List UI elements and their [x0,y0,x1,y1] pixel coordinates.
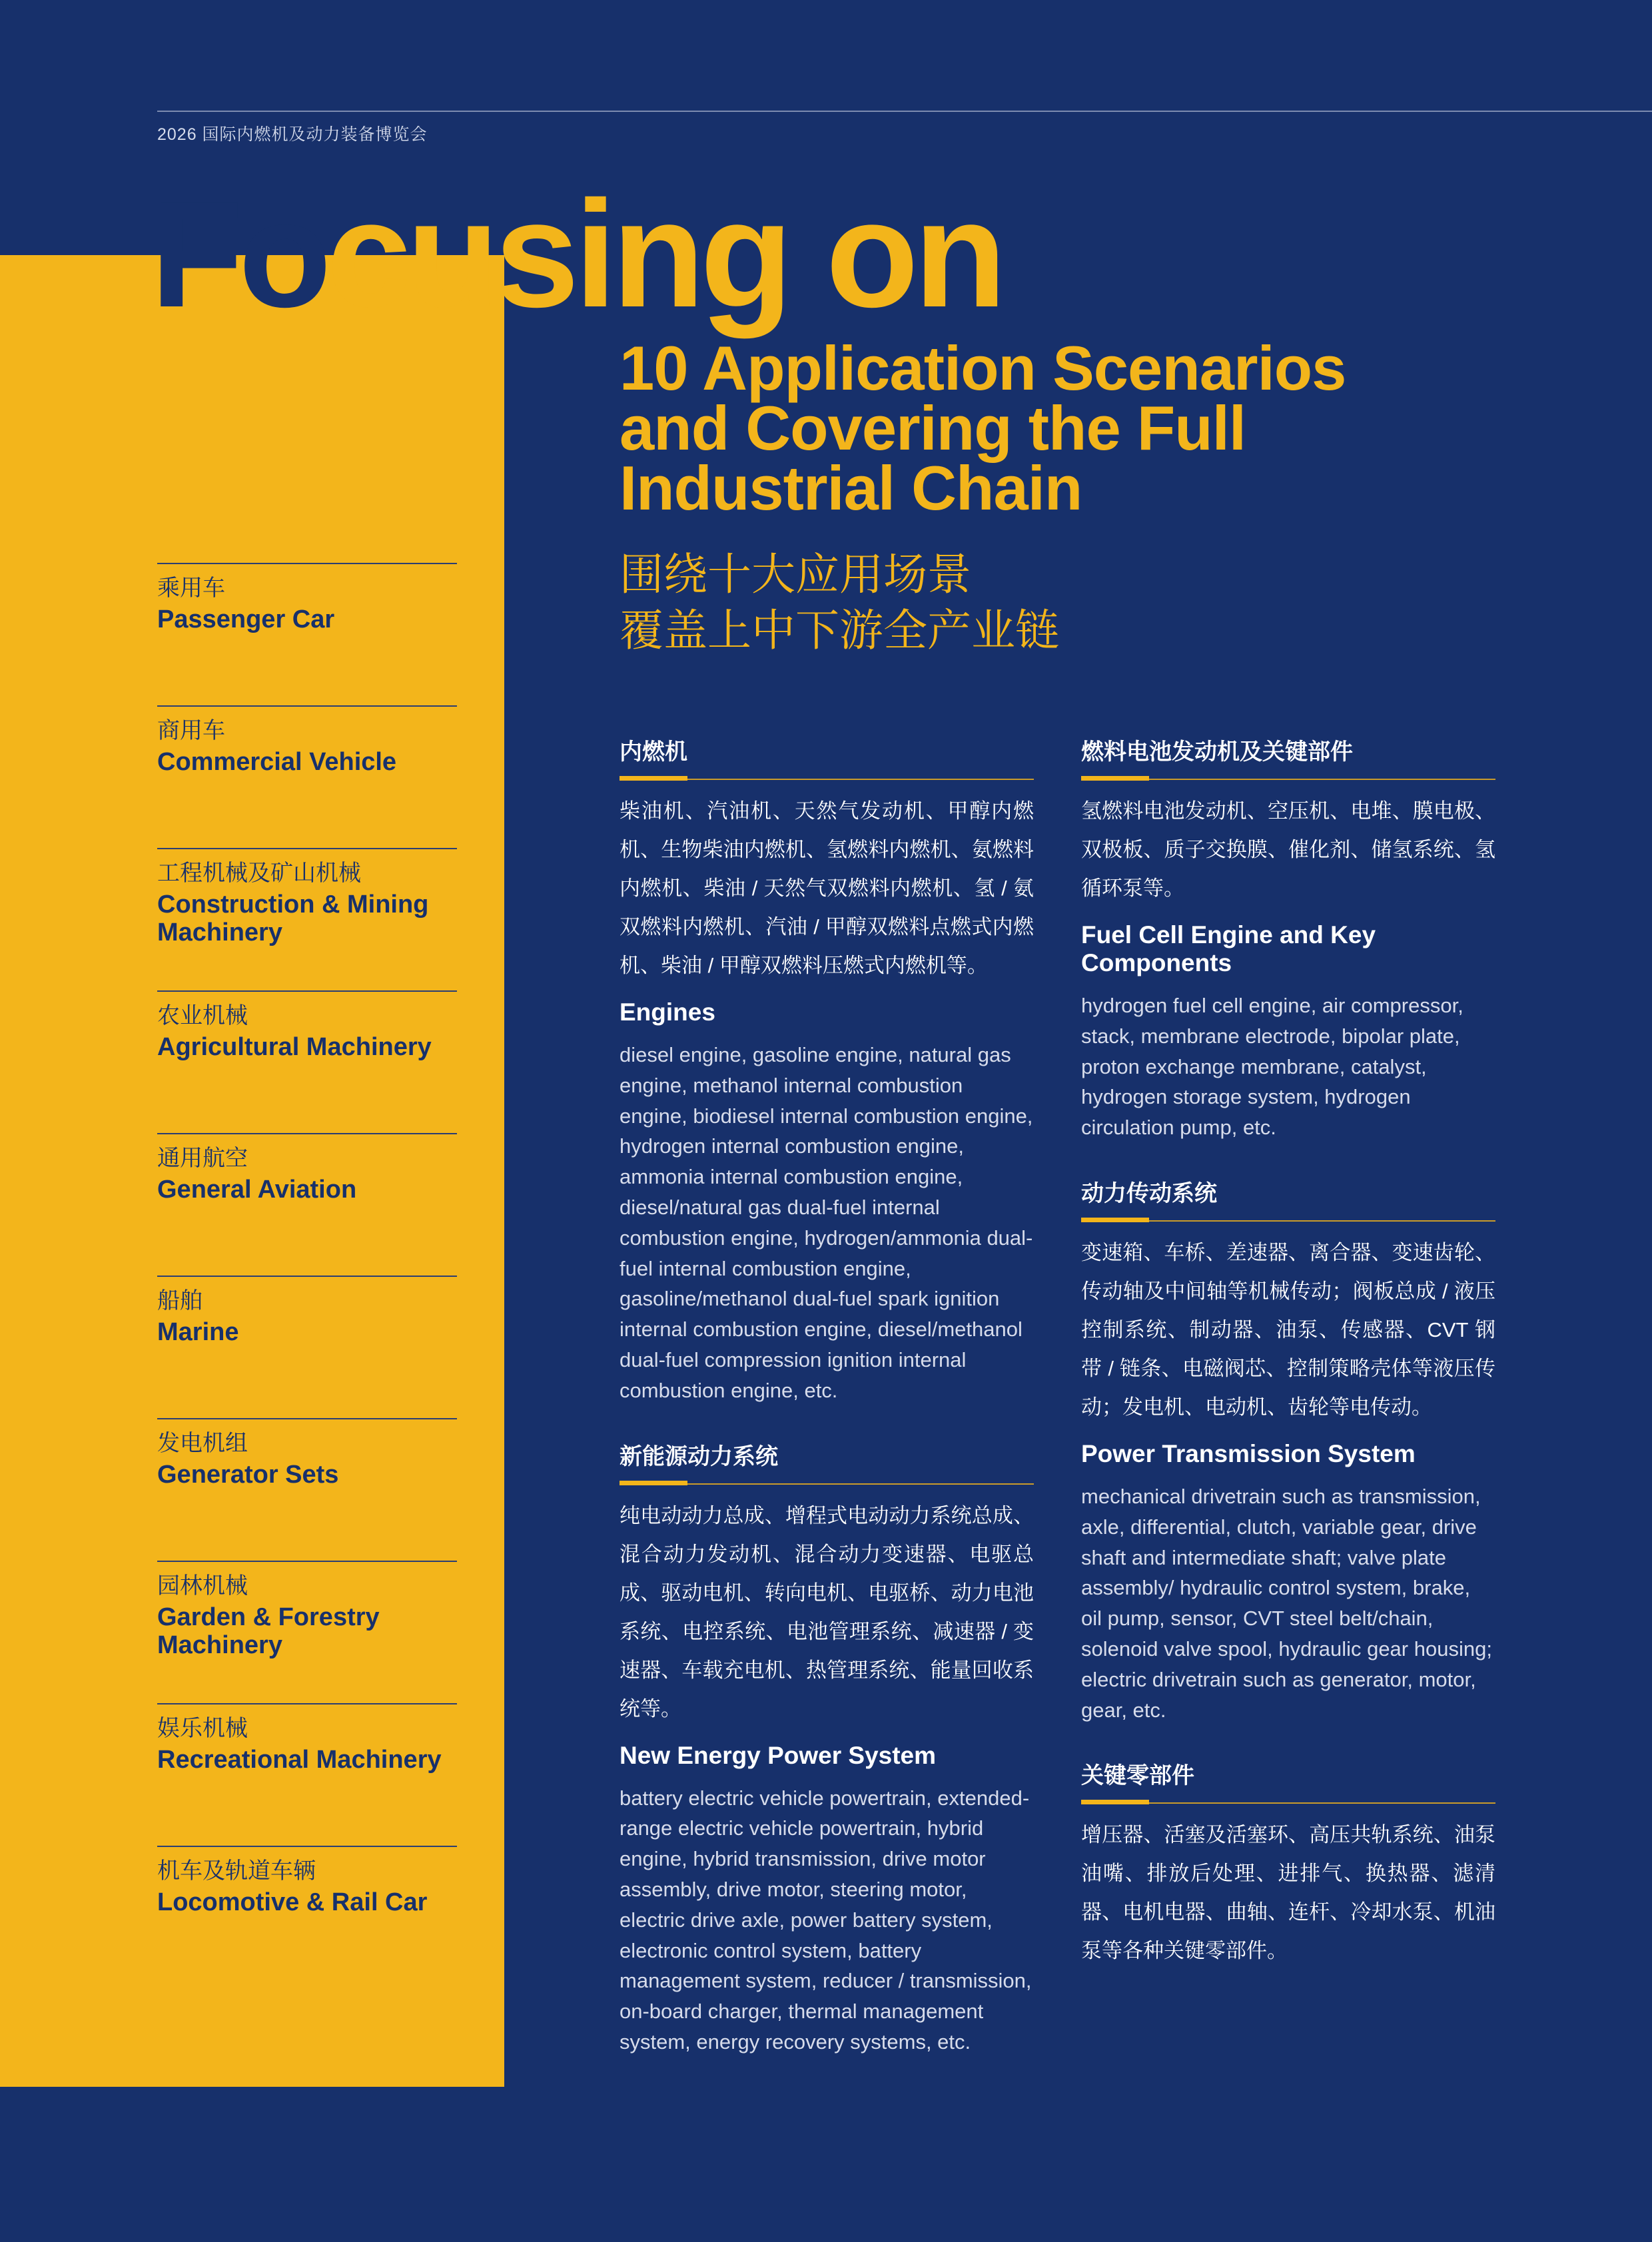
subtitle-line: and Covering the Full [620,393,1246,463]
section-cn-text: 氢燃料电池发动机、空压机、电堆、膜电极、双极板、质子交换膜、催化剂、储氢系统、氢循环泵等。 [1081,799,1495,900]
section-engines [620,736,1034,1406]
scenario-item [157,1276,457,1418]
subtitle-line: 10 Application Scenarios [620,333,1346,403]
scenario-en: Locomotive & Rail Car [157,1888,428,1916]
scenario-en: Marine [157,1318,239,1346]
scenario-cn: 农业机械 [157,1003,248,1028]
hero-cn-title [620,546,1059,658]
scenario-cn: 通用航空 [157,1146,248,1171]
scenario-en: Commercial Vehicle [157,748,397,776]
scenario-cn: 娱乐机械 [157,1716,248,1741]
scenario-cn: 园林机械 [157,1573,248,1599]
section-en-heading: Fuel Cell Engine and Key Components [1081,921,1376,976]
scenario-en: Passenger Car [157,605,335,633]
right-column [1081,736,1495,1970]
scenario-en: Agricultural Machinery [157,1033,432,1061]
event-name: 2026 国际内燃机及动力装备博览会 [157,125,428,144]
section-cn-text: 纯电动动力总成、增程式电动动力系统总成、混合动力发动机、混合动力变速器、电驱总成、驱动电机、转向电机、电驱桥、动力电池系统、电控系统、电池管理系统、减速器 / 变速器、车载充电机、热管理系统、能量回收系统等。 [620,1503,1034,1720]
scenario-item [157,1561,457,1703]
section-en-heading: New Energy Power System [620,1741,937,1769]
section-cn-text: 增压器、活塞及活塞环、高压共轨系统、油泵油嘴、排放后处理、进排气、换热器、滤清器、电机电器、曲轴、连杆、冷却水泵、机油泵等各种关键零部件。 [1081,1823,1495,1963]
section-cn-text: 柴油机、汽油机、天然气发动机、甲醇内燃机、生物柴油内燃机、氢燃料内燃机、氨燃料内燃机、柴油 / 天然气双燃料内燃机、氢 / 氨双燃料内燃机、汽油 / 甲醇双燃料点燃式内燃机、柴油 / 甲醇双燃料压燃式内燃机等。 [620,799,1034,977]
scenario-en: Construction & Mining Machinery [157,891,429,946]
section-new-energy [620,1441,1034,2057]
hero-title-part2: cusing on [326,170,1003,339]
scenario-item [157,1846,457,1988]
hero-subtitle [620,333,1346,523]
section-en-text: hydrogen fuel cell engine, air compressor, stack, membrane electrode, bipolar plate, proton exchange membrane, catalyst, hydrogen storage system, hydrogen circulation pump, etc. [1081,994,1463,1140]
section-heading: 新能源动力系统 [620,1441,1034,1485]
scenario-en: Garden & Forestry Machinery [157,1603,380,1659]
scenario-cn: 工程机械及矿山机械 [157,861,361,886]
left-column [620,736,1034,2057]
hero-title-part1: Fo [151,170,327,339]
section-en-text: mechanical drivetrain such as transmission, axle, differential, clutch, variable gear, drive shaft and intermediate shaft; valve plate assembly/ hydraulic control system, brake, oil pump, sensor, CVT steel belt/chain, solenoid valve spool, hydraulic gear housing; electric drivetrain such as generator, motor, gear, etc. [1081,1484,1492,1722]
scenario-item [157,1418,457,1561]
section-en-heading: Engines [620,998,715,1026]
section-en-heading: Power Transmission System [1081,1439,1416,1467]
scenario-item [157,1703,457,1846]
section-en-text: battery electric vehicle powertrain, extended-range electric vehicle powertrain, hybrid engine, hybrid transmission, drive motor assembly, drive motor, steering motor, electric drive axle, power battery system, electronic control system, battery management system, reducer / transmission, on-board charger, thermal management system, energy recovery systems, etc. [620,1786,1032,2054]
scenario-cn: 发电机组 [157,1431,248,1456]
scenario-cn: 乘用车 [157,575,225,601]
section-heading: 燃料电池发动机及关键部件 [1081,736,1495,780]
scenario-cn: 船舶 [157,1288,203,1313]
scenario-list [157,563,457,1988]
scenario-cn: 商用车 [157,718,225,743]
cn-title-line: 覆盖上中下游全产业链 [620,605,1059,655]
section-heading: 动力传动系统 [1081,1178,1495,1222]
section-transmission [1081,1178,1495,1725]
subtitle-line: Industrial Chain [620,453,1082,523]
scenario-en: General Aviation [157,1176,357,1204]
section-heading: 内燃机 [620,736,1034,780]
scenario-item [157,1133,457,1276]
header-rule [157,111,1652,112]
scenario-item [157,848,457,990]
scenario-item [157,990,457,1133]
scenario-en: Recreational Machinery [157,1746,442,1774]
scenario-cn: 机车及轨道车辆 [157,1858,316,1884]
cn-title-line: 围绕十大应用场景 [620,550,971,599]
section-key-parts [1081,1760,1495,1970]
section-heading: 关键零部件 [1081,1760,1495,1804]
scenario-item [157,563,457,705]
hero-title [151,170,1003,339]
scenario-item [157,705,457,848]
section-en-text: diesel engine, gasoline engine, natural gas engine, methanol internal combustion engine, biodiesel internal combustion engine, hydrogen internal combustion engine, ammonia internal combustion engine, diesel/natural gas dual-fuel internal combustion engine, hydrogen/ammonia dual-fuel internal combustion engine, gasoline/methanol dual-fuel spark ignition internal combustion engine, diesel/methanol dual-fuel compression ignition internal combustion engine, etc. [620,1043,1033,1402]
section-fuel-cell [1081,736,1495,1143]
scenario-en: Generator Sets [157,1461,339,1489]
section-cn-text: 变速箱、车桥、差速器、离合器、变速齿轮、传动轴及中间轴等机械传动；阀板总成 / 液压控制系统、制动器、油泵、传感器、CVT 钢带 / 链条、电磁阀芯、控制策略壳体等液压传动；发电机、电动机、齿轮等电传动。 [1081,1240,1495,1419]
